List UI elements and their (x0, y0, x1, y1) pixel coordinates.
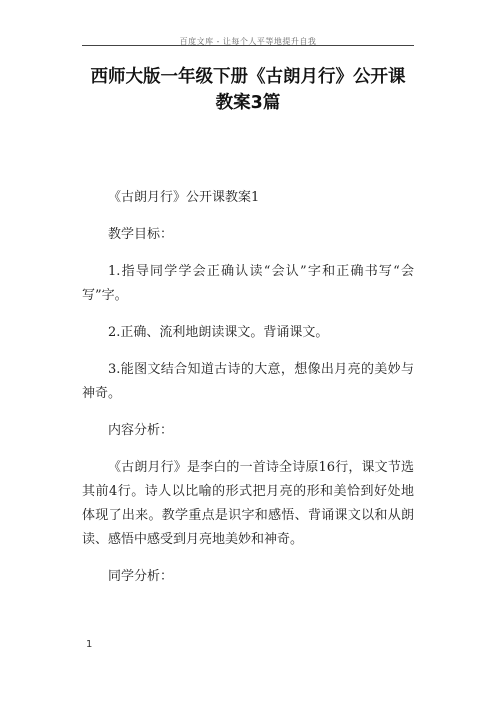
paragraph-goals-label: 教学目标： (108, 227, 174, 242)
paragraph-student-label: 同学分析： (108, 569, 174, 584)
paragraph-content-analysis: 《古朗月行》是李白的一首诗全诗原16行，课文节选其前4行。诗人以比喻的形式把月亮的形和美恰到好处地体现了出来。教学重点是识字和感悟、背诵课文以和从朗读、感悟中感受到月亮地美妙和神奇。 (82, 460, 414, 547)
page-header: 百度文库 - 让每个人平等地提升自我 (179, 37, 317, 46)
paragraph-goal-2: 2.正确、流利地朗读课文。背诵课文。 (108, 325, 329, 340)
header-divider (82, 45, 414, 46)
page-number: 1 (86, 639, 93, 650)
document-body (82, 186, 414, 602)
paragraph-goal-1: 1.指导同学学会正确认读“会认”字和正确书写“会写”字。 (82, 264, 414, 303)
paragraph-content-label: 内容分析： (108, 423, 174, 438)
document-title: 西师大版一年级下册《古朗月行》公开课教案3篇 (90, 67, 406, 113)
paragraph-section-heading: 《古朗月行》公开课教案1 (108, 190, 260, 205)
paragraph-goal-3: 3.能图文结合知道古诗的大意，想像出月亮的美妙与神奇。 (82, 362, 414, 401)
